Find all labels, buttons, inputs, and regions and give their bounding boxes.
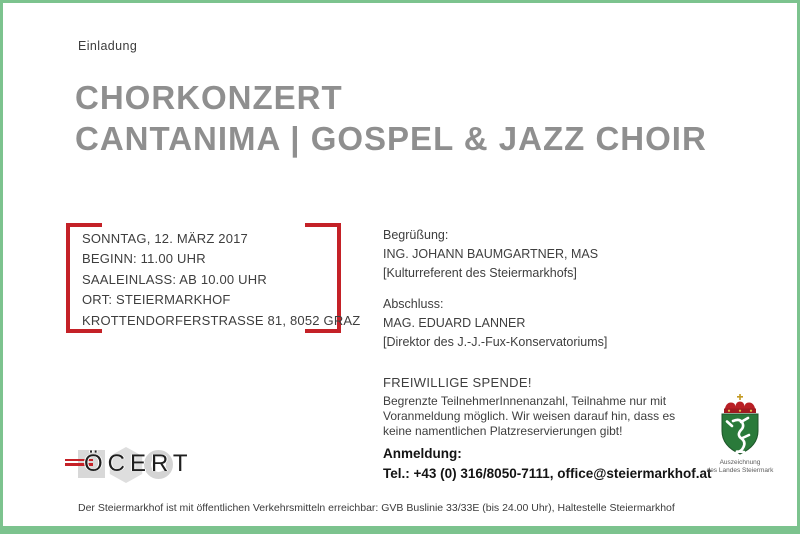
registration-contact: Tel.: +43 (0) 316/8050-7111, office@steiermarkhof.at (383, 466, 712, 481)
event-address: KROTTENDORFERSTRASSE 81, 8052 GRAZ (82, 312, 361, 328)
registration-notice-text: Begrenzte TeilnehmerInnenanzahl, Teilnahme nur mit Voranmeldung möglich. Wir weisen darauf hin, dass es keine namentlichen Platzreservierungen gibt! (383, 394, 676, 439)
closing-block (383, 295, 607, 352)
ocert-wordmark: ÖCERT (84, 450, 193, 477)
closing-name: MAG. EDUARD LANNER (383, 316, 526, 330)
award-caption-line-1: Auszeichnung (719, 459, 761, 466)
styria-coat-of-arms-icon (717, 393, 763, 457)
registration-block (383, 444, 711, 484)
title-line-1: CHORKONZERT (75, 79, 343, 116)
closing-label: Abschluss: (383, 297, 444, 311)
eyebrow-label: Einladung (78, 39, 138, 53)
award-caption-line-2: des Landes Steiermark (706, 466, 774, 474)
greeting-name: ING. JOHANN BAUMGARTNER, MAS (383, 247, 599, 261)
award-caption (697, 459, 783, 474)
ocert-logo (65, 447, 193, 487)
event-begin: BEGINN: 11.00 UHR (82, 251, 206, 267)
event-date: SONNTAG, 12. MÄRZ 2017 (82, 231, 248, 246)
donation-heading: FREIWILLIGE SPENDE! (383, 375, 532, 390)
greeting-role: [Kulturreferent des Steiermarkhofs] (383, 266, 577, 280)
page-title (75, 77, 707, 159)
transport-footer-note: Der Steiermarkhof ist mit öffentlichen Verkehrsmitteln erreichbar: GVB Buslinie 33/33E (bis 24.00 Uhr), Haltestelle Steiermarkhof (78, 502, 675, 514)
registration-label: Anmeldung: (383, 446, 462, 461)
event-location: ORT: STEIERMARKHOF (82, 292, 231, 308)
event-entry: SAALEINLASS: AB 10.00 UHR (82, 271, 267, 287)
event-details-block (82, 229, 360, 331)
greeting-label: Begrüßung: (383, 228, 449, 242)
closing-role: [Direktor des J.-J.-Fux-Konservatoriums] (383, 335, 608, 349)
greeting-block (383, 226, 598, 283)
title-line-2: CANTANIMA | GOSPEL & JAZZ CHOIR (75, 120, 707, 157)
